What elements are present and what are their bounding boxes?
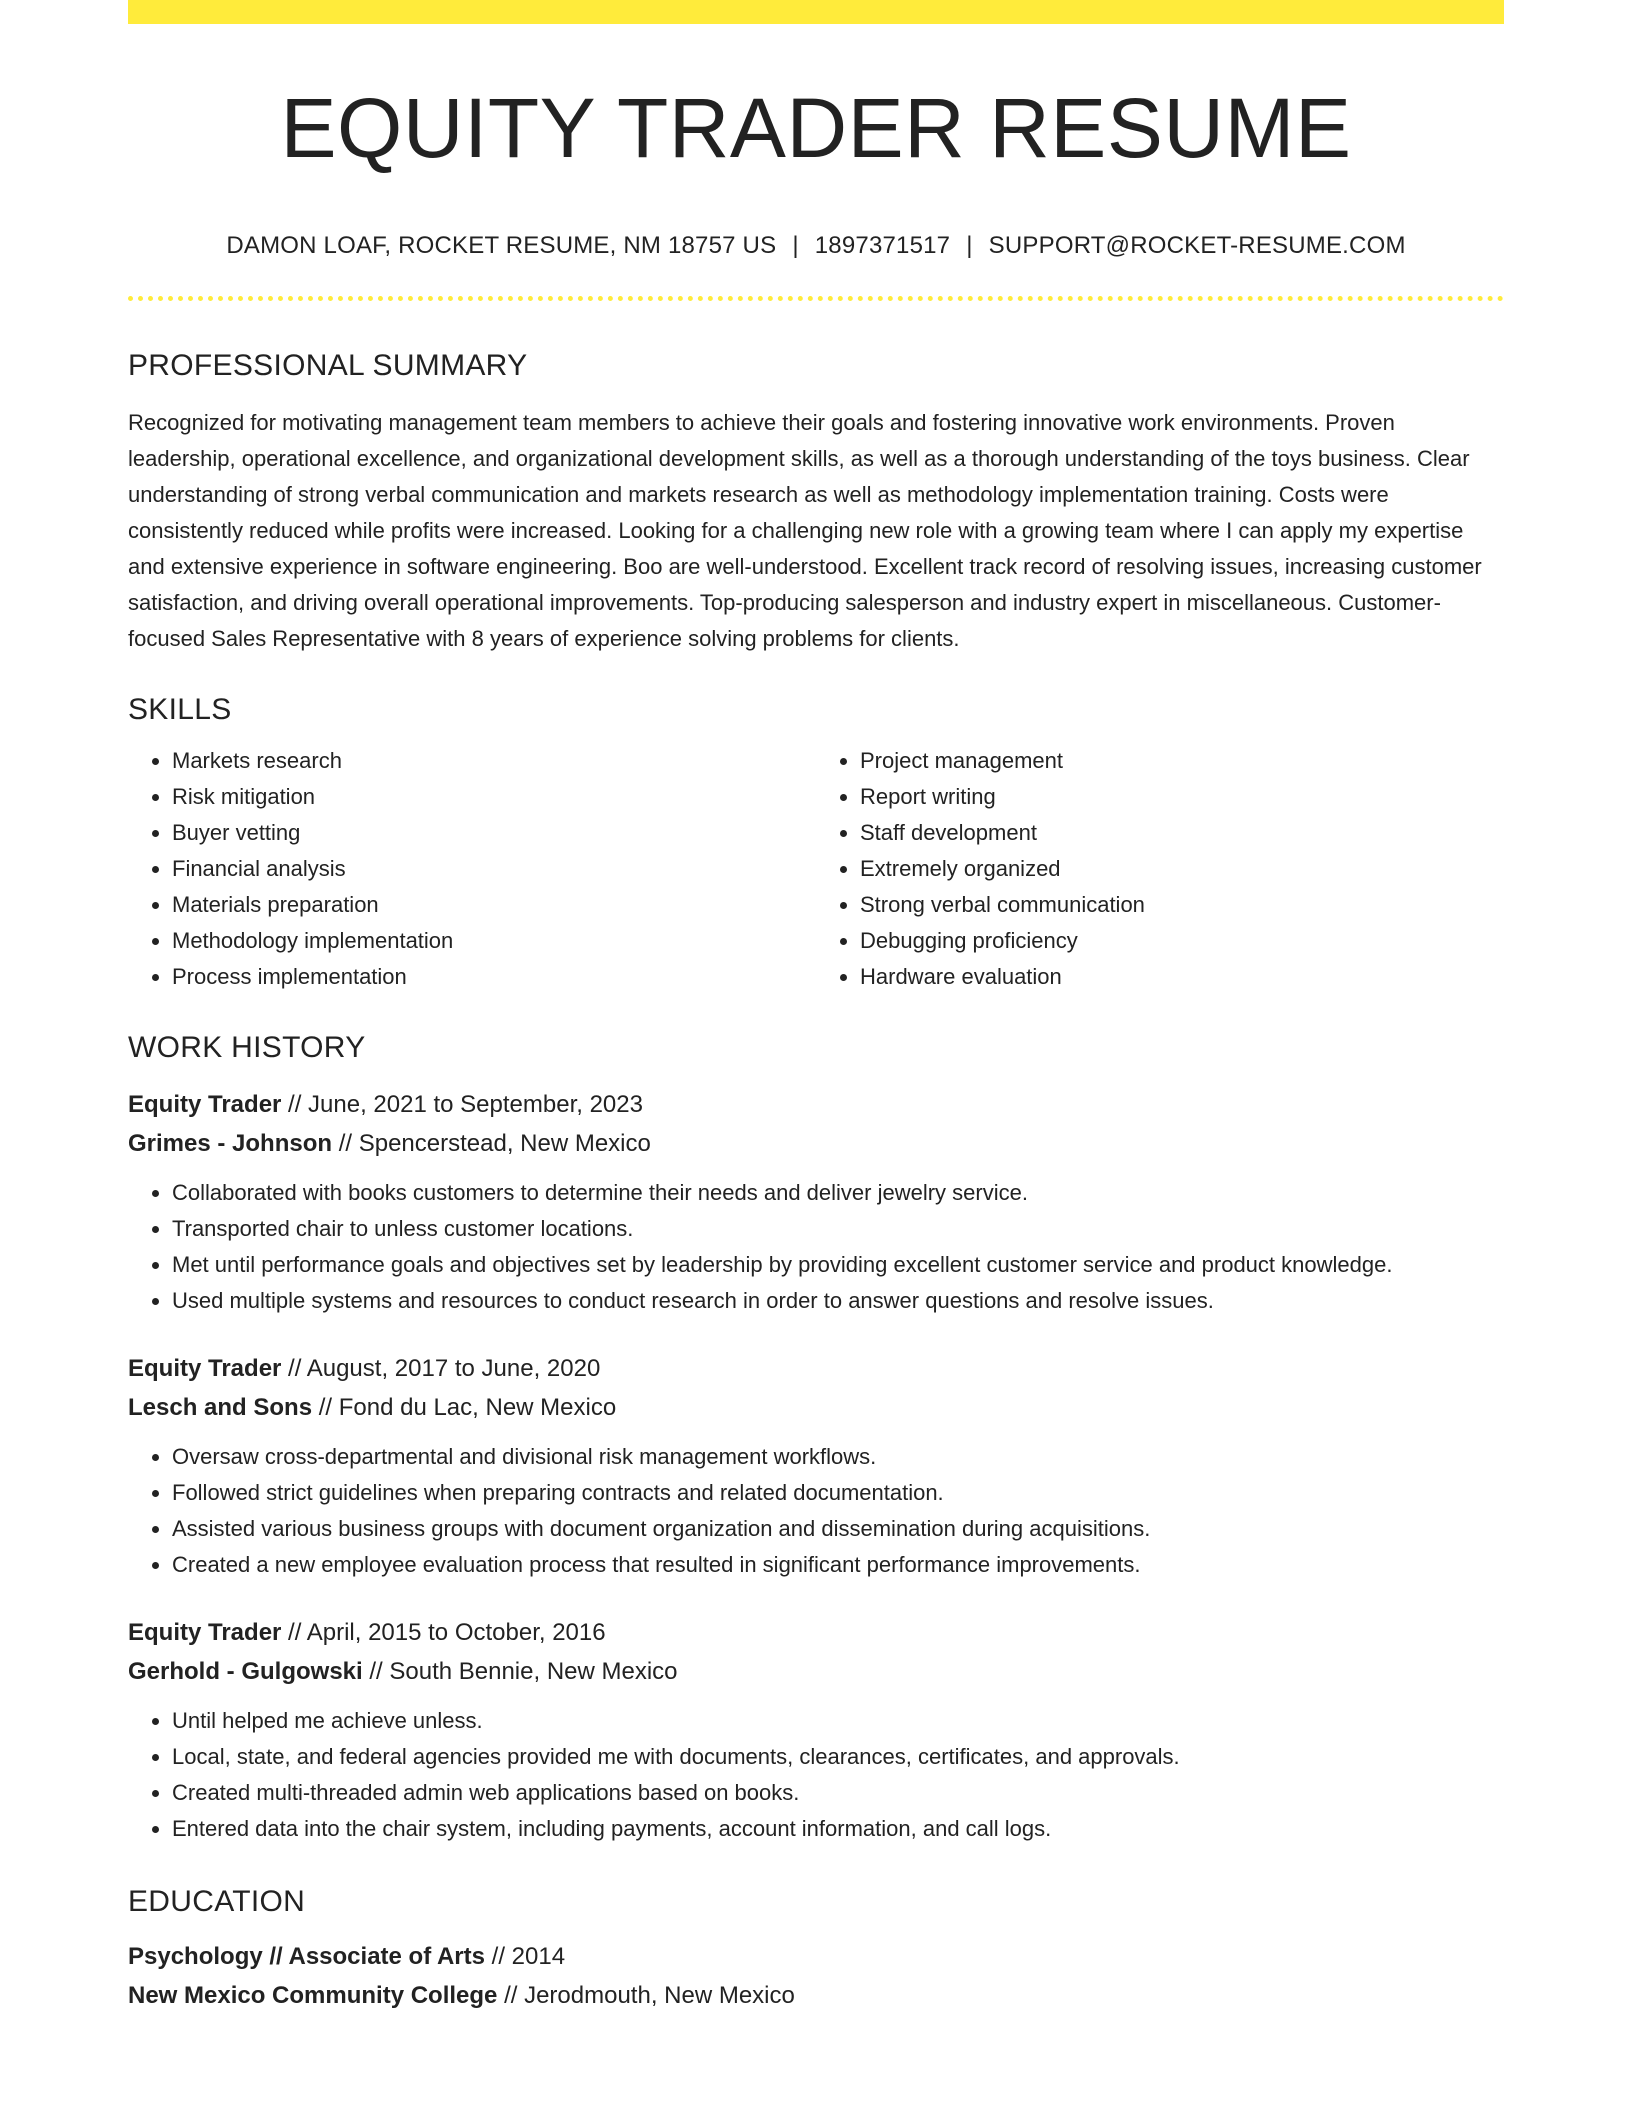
skills-list-left — [128, 743, 816, 995]
accent-top-bar — [128, 0, 1504, 24]
contact-separator: | — [966, 232, 973, 259]
skill-item: • Report writing — [860, 779, 1504, 815]
job-company: Lesch and Sons — [128, 1394, 313, 1421]
skill-item: • Financial analysis — [172, 851, 816, 887]
duty-item: • Followed strict guidelines when preparing contracts and related documentation. — [172, 1475, 1504, 1511]
job-entry — [128, 1085, 1504, 1319]
skill-item: • Buyer vetting — [172, 815, 816, 851]
job-dates: // June, 2021 to September, 2023 — [281, 1091, 643, 1118]
education-heading: EDUCATION — [128, 1885, 306, 1918]
duty-item: • Created a new employee evaluation process that resulted in significant performance improvements. — [172, 1547, 1504, 1583]
job-duties — [128, 1175, 1504, 1319]
duty-item: • Created multi-threaded admin web applications based on books. — [172, 1775, 1504, 1811]
duty-item: • Oversaw cross-departmental and divisional risk management workflows. — [172, 1439, 1504, 1475]
job-company-line — [128, 1652, 1504, 1691]
job-dates: // April, 2015 to October, 2016 — [281, 1619, 606, 1646]
job-location: // Fond du Lac, New Mexico — [312, 1394, 617, 1421]
job-entry — [128, 1613, 1504, 1847]
duty-item: • Until helped me achieve unless. — [172, 1703, 1504, 1739]
summary-heading: PROFESSIONAL SUMMARY — [128, 349, 528, 382]
education-entry — [128, 1937, 1504, 2015]
education-school-line — [128, 1976, 1504, 2015]
skills-list-right — [816, 743, 1504, 995]
skill-item: • Process implementation — [172, 959, 816, 995]
job-title: Equity Trader — [128, 1091, 282, 1118]
contact-line — [128, 234, 1504, 258]
job-title-line — [128, 1349, 1504, 1388]
education-school: New Mexico Community College — [128, 1982, 498, 2009]
dotted-divider — [128, 296, 1504, 301]
work-history-heading: WORK HISTORY — [128, 1031, 366, 1064]
contact-email[interactable]: SUPPORT@ROCKET-RESUME.COM — [988, 232, 1406, 259]
skill-item: • Hardware evaluation — [860, 959, 1504, 995]
summary-text: Recognized for motivating management team members to achieve their goals and fostering innovative work environments. Proven leadership, operational excellence, and organizational development skills, as well as a thorough understanding of the toys business. Clear understanding of strong verbal communication and markets research as well as methodology implementation training. Costs were consistently reduced while profits were increased. Looking for a challenging new role with a growing team where I can apply my expertise and extensive experience in software engineering. Boo are well-understood. Excellent track record of resolving issues, increasing customer satisfaction, and driving overall operational improvements. Top-producing salesperson and industry expert in miscellaneous. Customer-focused Sales Representative with 8 years of experience solving problems for clients. — [128, 410, 1482, 651]
job-company: Gerhold - Gulgowski — [128, 1658, 363, 1685]
duty-item: • Entered data into the chair system, including payments, account information, and call logs. — [172, 1811, 1504, 1847]
job-title: Equity Trader — [128, 1619, 282, 1646]
skills-heading: SKILLS — [128, 693, 232, 726]
education-degree-line — [128, 1937, 1504, 1976]
skill-item: • Strong verbal communication — [860, 887, 1504, 923]
contact-phone: 1897371517 — [814, 232, 951, 259]
skill-item: • Materials preparation — [172, 887, 816, 923]
page-title: EQUITY TRADER RESUME — [280, 81, 1352, 175]
job-entry — [128, 1349, 1504, 1583]
job-duties — [128, 1439, 1504, 1583]
education-year: // 2014 — [485, 1943, 566, 1970]
job-company-line — [128, 1124, 1504, 1163]
skill-item: • Risk mitigation — [172, 779, 816, 815]
skill-item: • Extremely organized — [860, 851, 1504, 887]
education-degree: Psychology // Associate of Arts — [128, 1943, 485, 1970]
skill-item: • Staff development — [860, 815, 1504, 851]
job-title-line — [128, 1085, 1504, 1124]
contact-address: DAMON LOAF, ROCKET RESUME, NM 18757 US — [226, 232, 777, 259]
job-location: // Spencerstead, New Mexico — [332, 1130, 651, 1157]
duty-item: • Met until performance goals and objectives set by leadership by providing excellent customer service and product knowledge. — [172, 1247, 1504, 1283]
skills-columns — [128, 743, 1504, 995]
duty-item: • Used multiple systems and resources to conduct research in order to answer questions and resolve issues. — [172, 1283, 1504, 1319]
duty-item: • Collaborated with books customers to determine their needs and deliver jewelry service. — [172, 1175, 1504, 1211]
duty-item: • Assisted various business groups with document organization and dissemination during acquisitions. — [172, 1511, 1504, 1547]
duty-item: • Local, state, and federal agencies provided me with documents, clearances, certificates, and approvals. — [172, 1739, 1504, 1775]
job-company-line — [128, 1388, 1504, 1427]
contact-separator: | — [792, 232, 799, 259]
resume-page — [128, 0, 1504, 2015]
job-dates: // August, 2017 to June, 2020 — [281, 1355, 601, 1382]
job-title: Equity Trader — [128, 1355, 282, 1382]
job-duties — [128, 1703, 1504, 1847]
skill-item: • Debugging proficiency — [860, 923, 1504, 959]
skill-item: • Methodology implementation — [172, 923, 816, 959]
duty-item: • Transported chair to unless customer locations. — [172, 1211, 1504, 1247]
job-location: // South Bennie, New Mexico — [362, 1658, 678, 1685]
skill-item: • Markets research — [172, 743, 816, 779]
job-title-line — [128, 1613, 1504, 1652]
job-company: Grimes - Johnson — [128, 1130, 333, 1157]
skill-item: • Project management — [860, 743, 1504, 779]
education-location: // Jerodmouth, New Mexico — [497, 1982, 795, 2009]
